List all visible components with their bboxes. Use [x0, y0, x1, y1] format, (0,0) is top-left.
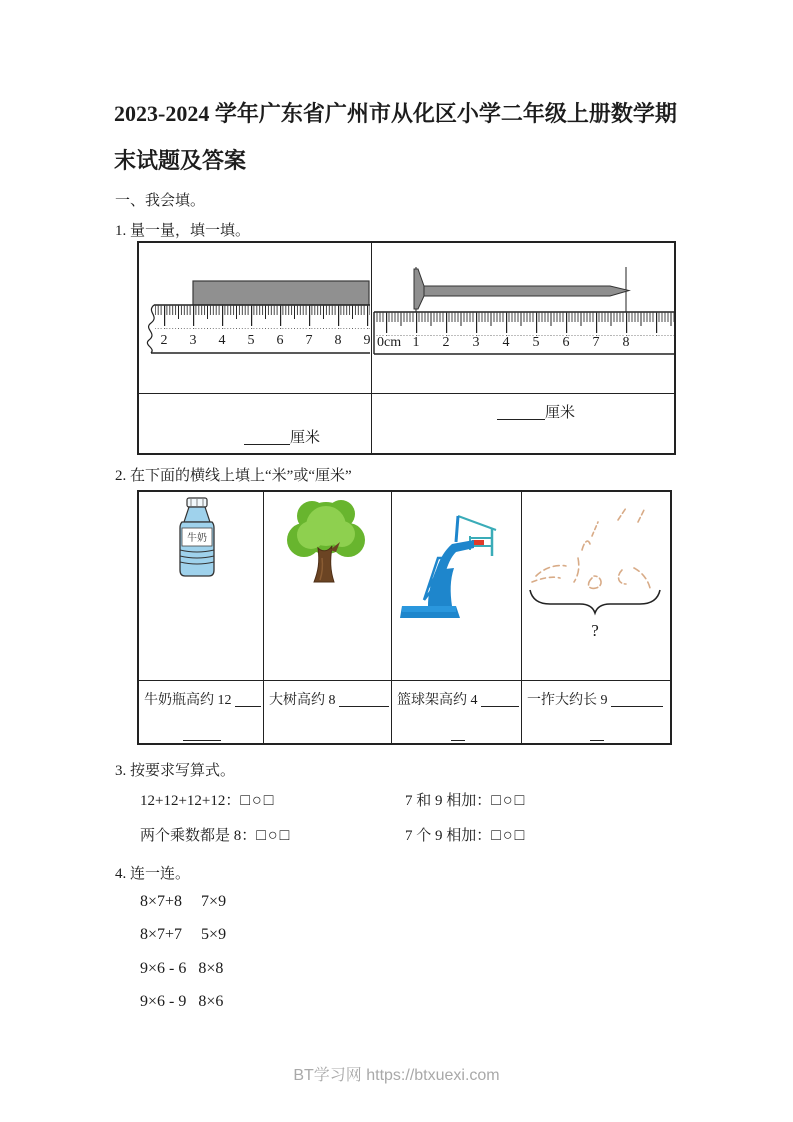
tree-icon: [264, 492, 388, 678]
milk-bottle-icon: [139, 492, 260, 678]
answer-blank: [183, 726, 221, 741]
answer-blank: [235, 692, 261, 707]
answer-blank: [590, 726, 604, 741]
q2-caption-text: 篮球架高约 4: [397, 693, 478, 708]
ruler-number: 7: [592, 335, 600, 350]
answer-blank: [481, 692, 519, 707]
q2-caption-hoop: [392, 680, 522, 743]
basketball-hoop-icon: [392, 492, 518, 678]
q4-right-expression: 8×8: [198, 960, 224, 977]
question3-label: 3. 按要求写算式。: [115, 763, 236, 779]
question4-label: 4. 连一连。: [115, 866, 191, 882]
page-title-line2: 末试题及答案: [114, 148, 247, 173]
basketball-hoop-cell: [392, 492, 522, 680]
ruler-number: 7: [305, 333, 313, 348]
ruler-with-bar-illustration: [139, 243, 370, 391]
ruler-number: 0cm: [377, 335, 402, 350]
page-title: [114, 90, 714, 184]
ruler-number: 8: [334, 333, 342, 348]
q3-prompt: 7 个 9 相加：: [405, 828, 492, 844]
q4-pair-2: [140, 926, 226, 944]
tree-cell: [264, 492, 392, 680]
unit-label: 厘米: [545, 405, 576, 421]
answer-blank: [611, 692, 663, 707]
hand-span-icon: [522, 492, 668, 678]
q4-left-expression: 9×6 - 6: [140, 960, 187, 977]
q4-pair-3: [140, 960, 223, 978]
q4-left-expression: 8×7+7: [140, 926, 183, 943]
q3-answer-boxes: □○□: [256, 827, 292, 844]
ruler-number: 4: [502, 335, 510, 350]
footer-link[interactable]: BT学习网 https://btxuexi.com: [293, 1067, 500, 1084]
question1-label: 1. 量一量，填一填。: [115, 223, 251, 239]
ruler-number: 5: [247, 333, 255, 348]
answer-blank: [244, 430, 290, 445]
answer-cell-nail: [372, 393, 675, 453]
ruler-numbers: [161, 333, 371, 348]
q4-right-expression: 5×9: [201, 926, 227, 943]
hand-span-cell: [522, 492, 670, 680]
hand-sketch: [532, 508, 650, 588]
answer-cell-bar: [139, 393, 372, 453]
ruler-with-nail-illustration: [372, 243, 675, 391]
ruler-number: 2: [160, 333, 168, 348]
q3-answer-boxes: □○□: [491, 792, 527, 809]
answer-blank: [339, 692, 389, 707]
nail: [414, 269, 629, 309]
q3-item-3: [140, 824, 291, 845]
ruler-number: 8: [622, 335, 630, 350]
ruler-numbers: [377, 335, 630, 350]
measured-bar: [193, 281, 369, 305]
q3-prompt: 7 和 9 相加：: [405, 793, 492, 809]
q3-prompt: 12+12+12+12：: [140, 793, 241, 809]
q4-left-expression: 8×7+8: [140, 893, 183, 910]
ruler-number: 6: [276, 333, 284, 348]
ruler-nail-cell: [372, 243, 675, 393]
q2-caption-hand: [522, 680, 670, 743]
span-brace: [530, 590, 660, 613]
q4-left-expression: 9×6 - 9: [140, 993, 187, 1010]
page-footer: [0, 1062, 793, 1085]
answer-blank: [497, 405, 545, 420]
q4-pair-4: [140, 993, 223, 1011]
ruler-number: 3: [472, 335, 480, 350]
ruler-number: 5: [532, 335, 540, 350]
page-title-line1: 2023-2024 学年广东省广州市从化区小学二年级上册数学期: [114, 101, 677, 126]
ruler-number: 3: [189, 333, 197, 348]
milk-bottle-cell: [139, 492, 264, 680]
ruler-number: 6: [562, 335, 570, 350]
question2-label: 2. 在下面的横线上填上“米”或“厘米”: [115, 468, 352, 484]
q2-caption-milk: [139, 680, 264, 743]
q3-item-2: [405, 789, 526, 810]
ruler-number: 2: [442, 335, 450, 350]
q2-caption-text: 一拃大约长 9: [527, 693, 608, 708]
q3-item-4: [405, 824, 526, 845]
q2-caption-text: 牛奶瓶高约 12: [144, 693, 232, 708]
question2-table: [137, 490, 672, 745]
unit-label: 厘米: [290, 430, 321, 446]
ruler-torn-edge: [147, 305, 154, 353]
q4-pair-1: [140, 893, 226, 911]
q3-answer-boxes: □○□: [240, 792, 276, 809]
question1-table: [137, 241, 676, 455]
ruler-bar-cell: [139, 243, 372, 393]
ruler-number: 1: [412, 335, 420, 350]
q4-right-expression: 7×9: [201, 893, 227, 910]
q2-caption-tree: [264, 680, 392, 743]
section-heading: 一、我会填。: [115, 193, 206, 209]
span-question-mark: ?: [591, 621, 599, 640]
ruler-number: 9: [363, 333, 370, 348]
q3-item-1: [140, 789, 275, 810]
q4-right-expression: 8×6: [198, 993, 224, 1010]
q2-caption-text: 大树高约 8: [269, 693, 336, 708]
ruler-number: 4: [218, 333, 226, 348]
milk-label: 牛奶: [187, 533, 207, 544]
q3-prompt: 两个乘数都是 8：: [140, 828, 257, 844]
q3-answer-boxes: □○□: [491, 827, 527, 844]
answer-blank: [451, 726, 465, 741]
